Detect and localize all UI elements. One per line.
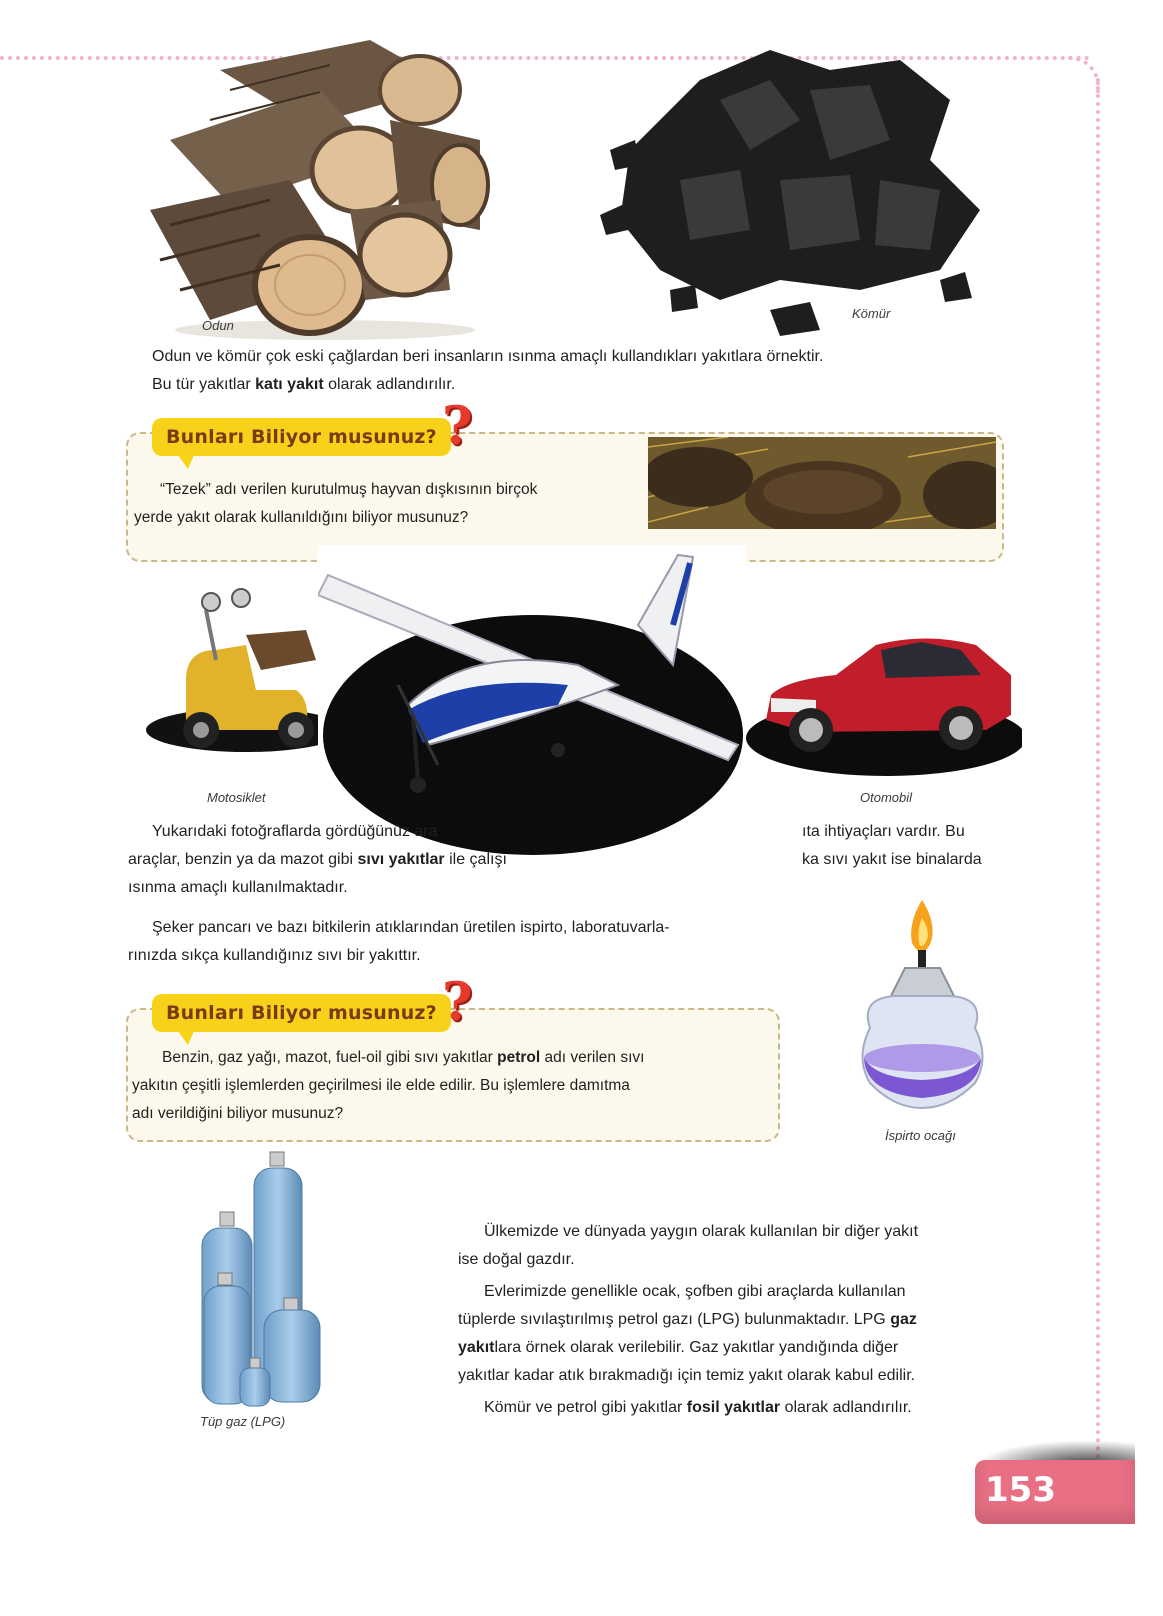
motorcycle-image bbox=[146, 580, 318, 758]
info-box-2-badge-tail bbox=[178, 1031, 194, 1045]
gas-fuel-paragraph bbox=[458, 1218, 1003, 1422]
spirit-line-1: Şeker pancarı ve bazı bitkilerin atıklarından üretilen ispirto, laboratuvarla- bbox=[152, 919, 670, 936]
motorcycle-caption: Motosiklet bbox=[207, 790, 266, 805]
spirit-stove-caption: İspirto ocağı bbox=[885, 1128, 956, 1143]
spirit-paragraph bbox=[128, 914, 788, 970]
liquid-fuel-term: sıvı yakıtlar bbox=[357, 851, 445, 868]
liquid-fuel-line-2: araçlar, benzin ya da mazot gibi sıvı yakıtlar ile çalışı ka sıvı yakıt ise binalarda bbox=[128, 851, 982, 868]
solid-fuel-term: katı yakıt bbox=[255, 376, 324, 393]
info-box-2-text bbox=[132, 1044, 772, 1128]
solid-fuel-line-1: Odun ve kömür çok eski çağlardan beri insanların ısınma amaçlı kullandıkları yakıtlara örnektir. bbox=[152, 348, 824, 365]
spirit-line-2: rınızda sıkça kullandığınız sıvı bir yakıttır. bbox=[128, 947, 421, 964]
petrol-term: petrol bbox=[497, 1049, 541, 1066]
gas-p2-line-3: yakıtlara örnek olarak verilebilir. Gaz yakıtlar yandığında diğer bbox=[458, 1339, 899, 1356]
gas-cylinders-image bbox=[192, 1150, 332, 1412]
page-number: 153 bbox=[985, 1470, 1056, 1510]
question-mark-icon: ? bbox=[442, 396, 473, 457]
gas-p1-line-1: Ülkemizde ve dünyada yaygın olarak kullanılan bir diğer yakıt bbox=[484, 1223, 919, 1240]
info-box-1-badge-tail bbox=[178, 455, 194, 469]
car-image bbox=[746, 620, 1022, 780]
info-box-1-badge: Bunları Biliyor musunuz? bbox=[152, 418, 451, 456]
fossil-fuel-term: fosil yakıtlar bbox=[686, 1399, 781, 1416]
gas-p2-line-2: tüplerde sıvılaştırılmış petrol gazı (LPG) bulunmaktadır. LPG gaz bbox=[458, 1311, 917, 1328]
gas-p1-line-2: ise doğal gazdır. bbox=[458, 1251, 575, 1268]
gas-p2-line-1: Evlerimizde genellikle ocak, şofben gibi araçlarda kullanılan bbox=[484, 1283, 906, 1300]
info-box-2-line-3: adı verildiğini biliyor musunuz? bbox=[132, 1105, 344, 1122]
gas-term-suffix: yakıt bbox=[458, 1339, 495, 1356]
info-box-2-line-2: yakıtın çeşitli işlemlerden geçirilmesi ile elde edilir. Bu işlemlere damıtma bbox=[132, 1077, 630, 1094]
info-box-1-text bbox=[134, 476, 634, 532]
spirit-stove-image bbox=[850, 898, 995, 1123]
question-mark-icon-2: ? bbox=[442, 972, 473, 1033]
page-border-corner bbox=[1062, 56, 1100, 94]
gas-term: gaz bbox=[890, 1311, 917, 1328]
tezek-image bbox=[648, 437, 996, 529]
solid-fuel-paragraph bbox=[152, 343, 1012, 399]
info-box-1-line-2: yerde yakıt olarak kullanıldığını biliyor musunuz? bbox=[134, 509, 469, 526]
wood-caption: Odun bbox=[202, 318, 234, 333]
liquid-fuel-line-1: Yukarıdaki fotoğraflarda gördüğünüz ara ıta ihtiyaçları vardır. Bu bbox=[152, 823, 965, 840]
liquid-fuel-line-3: ısınma amaçlı kullanılmaktadır. bbox=[128, 879, 348, 896]
gas-p2-line-4: yakıtlar kadar atık bırakmadığı için temiz yakıt olarak kabul edilir. bbox=[458, 1367, 916, 1384]
info-box-2-badge: Bunları Biliyor musunuz? bbox=[152, 994, 451, 1032]
wood-logs-image bbox=[150, 30, 500, 345]
gas-cylinder-caption: Tüp gaz (LPG) bbox=[200, 1414, 286, 1429]
coal-image bbox=[600, 40, 985, 340]
page-border-right bbox=[1096, 78, 1100, 1508]
info-box-1-line-1: “Tezek” adı verilen kurutulmuş hayvan dışkısının birçok bbox=[160, 481, 538, 498]
coal-caption: Kömür bbox=[852, 306, 891, 321]
solid-fuel-line-2: Bu tür yakıtlar katı yakıt olarak adlandırılır. bbox=[152, 376, 456, 393]
liquid-fuel-paragraph bbox=[128, 818, 1008, 902]
info-box-2-line-1: Benzin, gaz yağı, mazot, fuel-oil gibi sıvı yakıtlar petrol adı verilen sıvı bbox=[162, 1049, 645, 1066]
car-caption: Otomobil bbox=[860, 790, 913, 805]
fossil-fuel-line: Kömür ve petrol gibi yakıtlar fosil yakıtlar olarak adlandırılır. bbox=[484, 1399, 912, 1416]
